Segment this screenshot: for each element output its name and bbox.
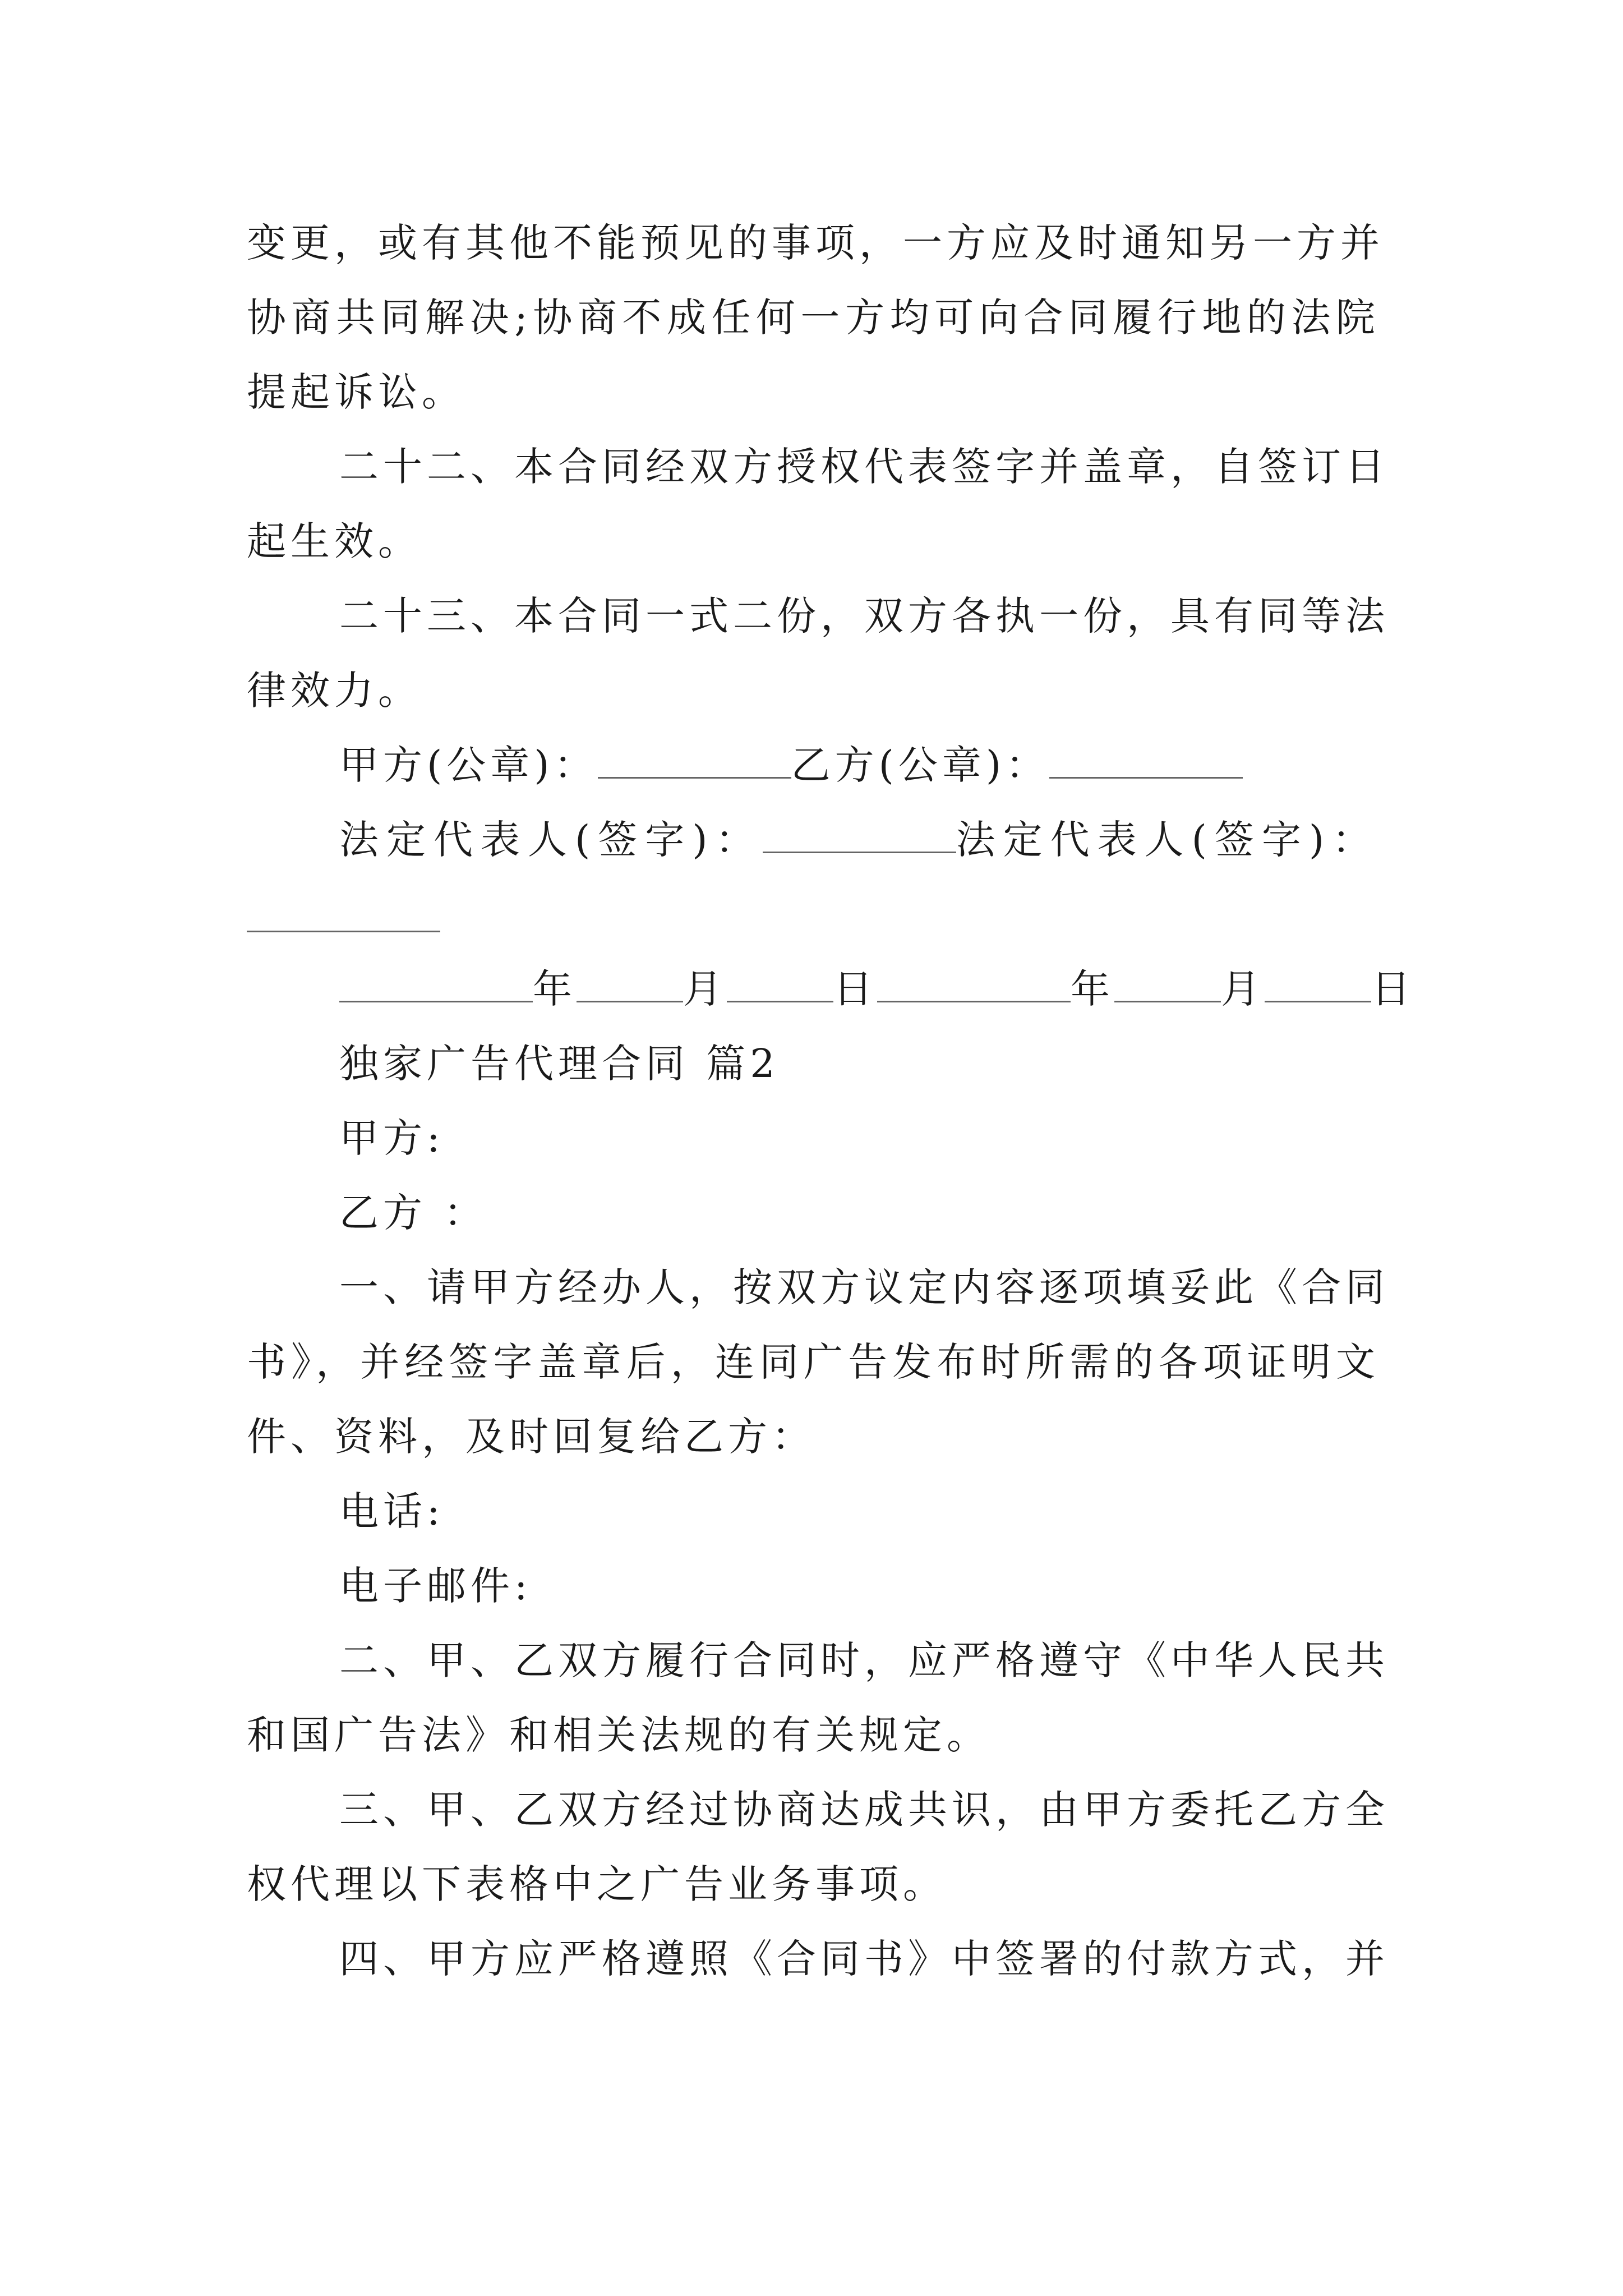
year-b-blank <box>877 967 1071 1002</box>
month-label: 月 <box>683 966 727 1012</box>
year-a-blank <box>339 967 533 1002</box>
clause-3-line: 权代理以下表格中之广告业务事项。 <box>247 1861 947 1907</box>
rep-b-blank-line <box>247 892 1380 946</box>
clause-2-line: 和国广告法》和相关法规的有关规定。 <box>247 1712 990 1758</box>
month-a-blank <box>577 967 683 1002</box>
rep-a-label: 法定代表人(签字)： <box>339 817 763 863</box>
rep-a-blank <box>763 818 956 853</box>
day-label: 日 <box>1371 966 1415 1012</box>
clause-23-line: 二十三、本合同一式二份，双方各执一份，具有同等法 <box>339 593 1389 639</box>
party-b-seal-label: 乙方(公章)： <box>791 742 1050 788</box>
party-b-line: 乙方 ： <box>339 1190 488 1236</box>
year-label: 年 <box>533 966 577 1012</box>
clause-22-line: 二十二、本合同经双方授权代表签字并盖章，自签订日 <box>339 444 1389 490</box>
seal-line <box>339 738 1380 792</box>
party-b-seal-blank <box>1049 743 1243 779</box>
clause-4-line: 四、甲方应严格遵照《合同书》中签署的付款方式，并 <box>339 1936 1389 1982</box>
month-label: 月 <box>1221 966 1265 1012</box>
date-line <box>339 962 1415 1016</box>
paragraph-line: 协商共同解决;协商不成任何一方均可向合同履行地的法院 <box>247 295 1380 341</box>
clause-1-line: 件、资料，及时回复给乙方： <box>247 1414 815 1460</box>
clause-2-line: 二、甲、乙双方履行合同时，应严格遵守《中华人民共 <box>339 1637 1389 1683</box>
day-label: 日 <box>833 966 877 1012</box>
rep-b-blank <box>247 897 440 932</box>
day-a-blank <box>727 967 833 1002</box>
clause-3-line: 三、甲、乙双方经过协商达成共识，由甲方委托乙方全 <box>339 1787 1389 1833</box>
day-b-blank <box>1265 967 1371 1002</box>
phone-line: 电话: <box>339 1488 445 1534</box>
party-a-seal-blank <box>598 743 791 779</box>
clause-1-line: 一、请甲方经办人，按双方议定内容逐项填妥此《合同 <box>339 1264 1389 1310</box>
clause-22-line: 起生效。 <box>247 518 422 564</box>
rep-b-label: 法定代表人(签字)： <box>956 817 1380 863</box>
paragraph-line: 变更，或有其他不能预见的事项，一方应及时通知另一方并 <box>247 220 1384 266</box>
clause-1-line: 书》，并经签字盖章后，连同广告发布时所需的各项证明文 <box>247 1339 1380 1385</box>
clause-23-line: 律效力。 <box>247 668 422 714</box>
paragraph-line: 提起诉讼。 <box>247 369 465 415</box>
month-b-blank <box>1114 967 1221 1002</box>
year-label: 年 <box>1071 966 1114 1012</box>
representative-line <box>339 813 1380 867</box>
party-a-line: 甲方: <box>339 1115 445 1161</box>
party-a-seal-label: 甲方(公章)： <box>339 742 598 788</box>
section-title: 独家广告代理合同 篇2 <box>339 1041 780 1087</box>
email-line: 电子邮件: <box>339 1563 532 1609</box>
